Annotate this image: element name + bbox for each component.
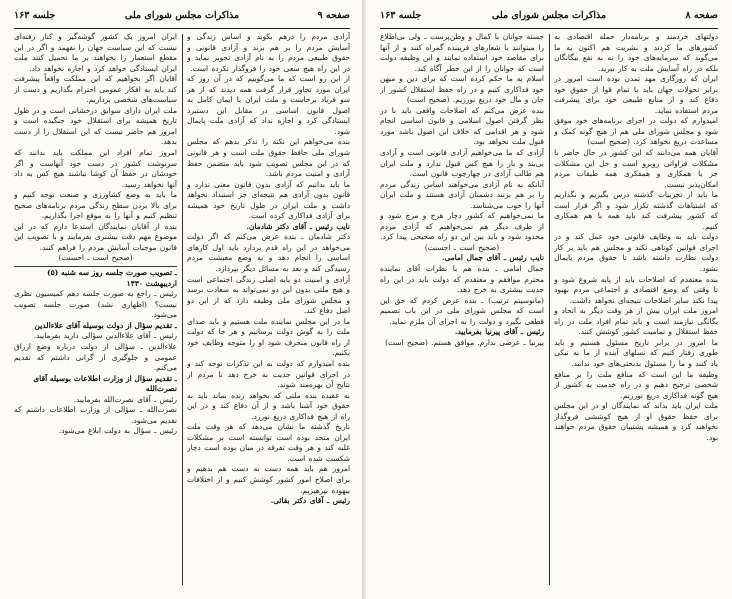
paragraph: رئیس ـ سؤال به دولت ابلاغ می‌شود. bbox=[58, 426, 177, 436]
column-right bbox=[187, 32, 350, 587]
paragraph: دولت باید به وظایف قانونی خود عمل کند و در اجرای قوانین کوتاهی نکند و مجلس هم باید بر کار دولت نظارت داشته باشد تا حقوق مردم پایمال نشود. bbox=[554, 232, 718, 274]
paragraph: جمال امامی ـ بنده هم با نظرات آقای نماینده محترم موافقم و معتقدم که دولت باید در این راه جدیت بیشتری به خرج دهد. bbox=[380, 264, 544, 295]
paragraph: رئیس ـ آقای نصرت‌الله بفرمایید. bbox=[73, 394, 177, 404]
paragraph: ایران امروز یک کشور گوشه‌گیر و کنار رفته‌ای نیست که این سیاست جهان را نفهمد و اگر در این مقطع استعمار را بخواهند بر ما تحمیل کنند ملت ایران ایستادگی خواهد کرد و اجازه نخواهد داد. bbox=[14, 32, 177, 73]
speaker-line: رئیس ـ آقای پیرنیا بفرمایید. bbox=[454, 327, 544, 337]
section-heading: ـ تقدیم سؤال از دولت بوسیله آقای علاءالدین bbox=[34, 320, 177, 330]
paragraph: اسلام به ما حکم کرده است که برای دین و میهن خود فداکاری کنیم و در راه حفظ استقلال کشور از جان و مال خود دریغ نورزیم. (صحیح است) bbox=[380, 74, 544, 105]
session-number: جلسه ۱۶۳ bbox=[380, 10, 422, 21]
paragraph: نصرت‌الله ـ سؤالی از وزارت اطلاعات داشتم که تقدیم می‌شود. bbox=[14, 405, 177, 425]
paragraph: تاریخ گذشته ما نشان می‌دهد که هر وقت ملت ایران متحد بوده است توانسته است بر مشکلات غلبه کند و هر وقت تفرقه در میان بوده است دچار شکست شده است. bbox=[187, 422, 350, 463]
paragraph: امروز تمام افراد این مملکت باید بدانند که سرنوشت کشور در دست خود آنهاست و اگر خودشان در حفظ آن کوشا نباشند هیچ کس به داد آنها نخواهد رسید. bbox=[14, 148, 177, 189]
speaker-line: رئیس ـ آقای دکتر بقائی. bbox=[270, 496, 350, 506]
paragraph: رئیس ـ آقای علاءالدین سؤالی دارید بفرمایید. bbox=[33, 331, 177, 341]
column-divider bbox=[549, 34, 550, 585]
text-columns-right-page bbox=[380, 32, 718, 587]
paragraph: ما باید از تجربیات گذشته درس بگیریم و نگذاریم که اشتباهات گذشته تکرار شود و اگر قرار است که کشور پیشرفت کند باید همه با هم همکاری کنیم. bbox=[554, 190, 718, 231]
paragraph: علاءالدین ـ سؤالی از دولت درباره وضع ارزاق عمومی و جلوگیری از گرانی داشتم که تقدیم می‌کنم. bbox=[14, 342, 177, 373]
paragraph: دولتهای خردمند و برنامه‌دار حمله اقتصادی به کشورهای ما کردند و بشریت هم اکنون به ما می‌گوید که سرمایه‌های خود را نه به نفع بیگانگان بلکه در راه آسایش ملت به کار ببرید. bbox=[554, 32, 718, 73]
paragraph: بنده معتقدم که اصلاحات باید از پایه شروع شود و تا وقتی که وضع اقتصادی و اجتماعی مردم بهبود پیدا نکند سایر اصلاحات نتیجه‌ای نخواهد داشت. bbox=[554, 274, 718, 305]
paragraph: بنده می‌خواهم این نکته را تذکر بدهم که مجلس شورای ملی حافظ حقوق ملت است و هر قانونی که در این مجلس تصویب شود باید متضمن حفظ آزادی و امنیت مردم باشد. bbox=[187, 137, 350, 179]
paragraph: بنده امیدوارم که دولت به این تذکرات توجه کند و در اجرای قوانین جدیت به خرج دهد تا مردم از نتایج آن بهره‌مند شوند. bbox=[187, 358, 350, 390]
paragraph: امروز ملت ایران بیش از هر وقت دیگر به اتحاد و یگانگی نیازمند است و باید تمام افراد ملت در راه حفظ استقلال و تمامیت کشور کوشش کنند. bbox=[554, 306, 718, 337]
text-columns-left-page bbox=[14, 32, 350, 587]
paragraph: امیدوارم که دولت در اجرای برنامه‌های خود موفق شود و مجلس شورای ملی هم از هیچ گونه کمک و مساعدت دریغ نخواهد کرد. (صحیح است) bbox=[554, 116, 718, 147]
paragraph: آنانکه به نام آزادی می‌خواهند اساس زندگی مردم را بر هم بزنند دشمنان آزادی هستند و ملت ایران آنها را خوب می‌شناسد. bbox=[380, 179, 544, 210]
section-heading: ـ تصویب صورت جلسه روز سه شنبه (۵) اردیبهشت ۱۳۳۰ bbox=[47, 268, 177, 288]
running-title: مذاکرات مجلس شورای ملی bbox=[124, 10, 240, 21]
paragraph: رئیس ـ راجع به صورت جلسه دهم کمیسیون نظری نیست؟ (اظهاری نشد) صورت جلسه تصویب می‌شود. bbox=[14, 289, 177, 320]
paragraph: آزادی که ما می‌خواهیم آزادی قانونی است و آزادی بی‌بند و بار را هیچ کس قبول ندارد و ملت ایران هم طالب آزادی در چهارچوب قانون است. bbox=[380, 148, 544, 179]
paragraph: ما امروز در برابر تاریخ مسئول هستیم و باید طوری رفتار کنیم که نسلهای آینده از ما به نیکی یاد کنند و ما را مسئول بدبختی‌های خود ندانند. bbox=[554, 337, 718, 368]
section-rule bbox=[14, 266, 177, 267]
applause-note: (صحیح است ـ احسنت) bbox=[424, 242, 500, 252]
section-heading: ـ تقدیم سؤال از وزارت اطلاعات بوسیله آقای نصرت‌الله bbox=[33, 373, 177, 394]
page-number: صفحه ۹ bbox=[317, 10, 350, 21]
column-left bbox=[14, 32, 177, 587]
page-number: صفحه ۸ bbox=[685, 10, 718, 21]
paragraph: جسته جوانان با کمال و وطن‌پرست ـ ولی بی‌اطلاع را میتوانند با شعارهای فریبنده گمراه کنند و از آنها برای مقاصد خود استفاده نمایند و این وظیفه دولت است که جوانان را از این خطر آگاه کند. bbox=[380, 32, 544, 73]
paragraph: دکتر شادمان ـ بنده عرض می‌کنم که اگر دولت می‌خواهد در این راه قدم بردارد باید اول کارهای اساسی را انجام دهد و به وضع معیشت مردم رسیدگی کند و بعد به مسائل دیگر بپردازد. bbox=[187, 232, 350, 274]
page-right bbox=[366, 0, 732, 599]
speaker-line: نایب رئیس ـ آقای دکتر شادمان. bbox=[246, 221, 350, 231]
paragraph: ما در این مجلس نماینده ملت هستیم و باید صدای ملت را به گوش دولت برسانیم و هر جا که دولت از راه قانون منحرف شود او را متوجه وظایف خود بکنیم. bbox=[187, 316, 350, 358]
paragraph: وظیفه ما این است که منافع ملت را بر منافع شخصی ترجیح دهیم و در راه خدمت به کشور از هیچ گونه فداکاری دریغ نورزیم. bbox=[554, 369, 718, 400]
column-left bbox=[380, 32, 544, 587]
page-header-right bbox=[380, 10, 718, 29]
paragraph: ما باید به وضع کشاورزی و صنعت توجه کنیم و برای بالا بردن سطح زندگی مردم برنامه‌های صحیح تنظیم کنیم و آنها را به موقع اجرا بگذاریم. bbox=[14, 190, 177, 221]
paragraph: ملت ایران دارای سوابق درخشانی است و در طول تاریخ همیشه برای استقلال خود جنگیده است و امروز هم حاضر نیست که این استقلال را از دست بدهد. bbox=[14, 105, 177, 147]
paragraph: آقایان اگر بخواهیم که این مملکت واقعاً پیشرفت کند باید به افکار عمومی احترام بگذاریم و دست از سیاست‌های شخصی برداریم. bbox=[14, 74, 177, 105]
session-number: جلسه ۱۶۳ bbox=[14, 10, 56, 21]
paragraph: (مانوسیتم ترتیب) ـ بنده عرض کردم که حق این است که مجلس شورای ملی در این باب تصمیم قطعی بگیرد و دولت را به اجرای آن ملزم نماید. bbox=[380, 295, 544, 326]
column-divider bbox=[182, 34, 183, 585]
column-right bbox=[554, 32, 718, 587]
paragraph: به عقیده بنده ملتی که بخواهد زنده بماند باید به حقوق خود آشنا باشد و از آن دفاع کند و در این راه از هیچ فداکاری دریغ نورزد. bbox=[187, 390, 350, 421]
paragraph: ما نمی‌خواهیم که کشور دچار هرج و مرج شود و از طرف دیگر هم نمی‌خواهیم که آزادی مردم محدود شود و باید بین این دو راه صحیحی پیدا کرد. bbox=[380, 211, 544, 242]
paragraph: امروز هم باید همه دست به دست هم بدهیم و برای اصلاح امور کشور کوشش کنیم و از اختلافات بیهوده بپرهیزیم. bbox=[187, 464, 350, 495]
paragraph: آزادی و امنیت دو پایه اصلی زندگی اجتماعی است و هیچ ملتی بدون این دو نمی‌تواند به سعادت برسد و مجلس شورای ملی وظیفه دارد که از این دو اصل دفاع کند. bbox=[187, 274, 350, 316]
page-header-left bbox=[14, 10, 350, 29]
paragraph: ملت ایران باید بداند که نمایندگان او در این مجلس برای حفظ حقوق او از هیچ کوششی فروگذار نخواهند کرد و همیشه پشتیبان حقوق مردم خواهند بود. bbox=[554, 401, 718, 442]
paragraph: آزادی مردم را درهم بکوبد و اساس زندگی و آسایش مردم را بر هم بزند و آزادی قانونی و حقوق طبیعی مردم را به نام آزادی تجویز نماید و در این راه هیچ سعی خود را فروگذار نکرده است. bbox=[187, 32, 350, 73]
paragraph: از این رو است که ما می‌گوییم که در آن روز که ایران مورد تجاوز قرار گرفت همه دیدند که از هر سو فریاد برخاست و ملت ایران با ایمان کامل به اصول قانون اساسی در مقابل این دستبرد ایستادگی کرد و اجازه نداد که آزادی ملت پایمال شود. bbox=[187, 74, 350, 136]
paragraph: بنده از آقایان نمایندگان استدعا دارم که در این موضوع مهم دقت بیشتری بفرمایند و با تصویب این قانون موجبات آسایش مردم را فراهم کنند. bbox=[14, 221, 177, 252]
running-title: مذاکرات مجلس شورای ملی bbox=[491, 10, 607, 21]
paragraph: ایران که روزگاری مهد تمدن بوده است امروز در برابر تحولات جهان باید با تمام قوا از حقوق خود دفاع کند و از منابع طبیعی خود برای پیشرفت مردم استفاده نماید. bbox=[554, 74, 718, 115]
paragraph: آقایان همه می‌دانند که این کشور در حال حاضر با مشکلات فراوانی روبرو است و حل این مشکلات جز با همکاری و همفکری همه طبقات مردم امکان‌پذیر نیست. bbox=[554, 148, 718, 189]
paragraph: ما باید بدانیم که آزادی بدون قانون معنی ندارد و قانون بدون آزادی هم نتیجه‌ای جز استبداد نخواهد داشت و ملت ایران در طول تاریخ خود همیشه برای آزادی فداکاری کرده است. bbox=[187, 179, 350, 221]
paragraph: پیرنیا ـ عرضی ندارم. موافق هستم. (صحیح است) bbox=[385, 337, 544, 347]
page-left bbox=[0, 0, 365, 599]
paragraph: بنده عرض می‌کنم که اصلاحات واقعی باید با در نظر گرفتن اصول اسلامی و قانون اساسی انجام شود و هر اقدامی که خلاف این اصول باشد مورد قبول ملت نخواهد بود. bbox=[380, 105, 544, 147]
applause-note: (صحیح است ـ احسنت) bbox=[58, 253, 133, 263]
speaker-line: نایب رئیس ـ آقای جمال امامی. bbox=[441, 253, 544, 263]
